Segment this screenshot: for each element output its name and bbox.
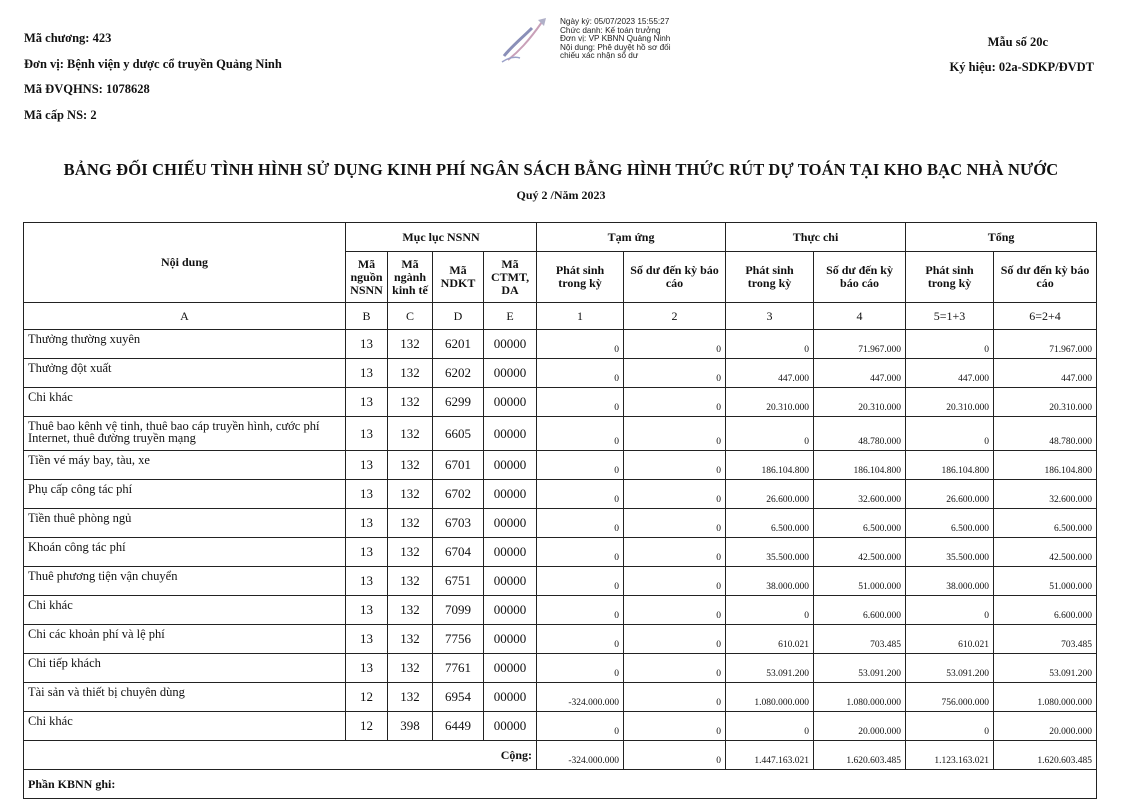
row-ma-nganh: 132 xyxy=(388,509,433,538)
row-value-c5: 0 xyxy=(906,596,994,625)
table-row xyxy=(24,509,1097,538)
row-value-c6: 6.600.000 xyxy=(994,596,1097,625)
row-ma-nguon: 13 xyxy=(346,654,388,683)
reconciliation-table xyxy=(23,222,1097,799)
total-row xyxy=(24,741,1097,770)
row-value-c5: 38.000.000 xyxy=(906,567,994,596)
header-ma-ndkt: Mã NDKT xyxy=(433,252,484,303)
signature-line: Nội dung: Phê duyệt hồ sơ đối xyxy=(560,42,671,52)
row-value-c2: 0 xyxy=(624,654,726,683)
column-code: 2 xyxy=(624,303,726,330)
row-ma-nguon: 13 xyxy=(346,509,388,538)
header-tong: Tổng xyxy=(906,223,1097,252)
ma-cap-ns: Mã cấp NS: 2 xyxy=(24,107,97,122)
row-value-c4: 703.485 xyxy=(814,625,906,654)
don-vi: Đơn vị: Bệnh viện y dược cổ truyền Quảng Ninh xyxy=(24,56,282,71)
row-value-c3: 0 xyxy=(726,417,814,451)
row-value-c5: 20.310.000 xyxy=(906,388,994,417)
header-noi-dung: Nội dung xyxy=(24,223,346,303)
row-ma-ndkt: 6701 xyxy=(433,451,484,480)
row-value-c6: 20.310.000 xyxy=(994,388,1097,417)
row-value-c6: 703.485 xyxy=(994,625,1097,654)
row-value-c1: 0 xyxy=(537,596,624,625)
row-ma-nganh: 132 xyxy=(388,359,433,388)
row-ma-nguon: 13 xyxy=(346,388,388,417)
digital-signature xyxy=(498,16,738,68)
signature-pen-icon xyxy=(498,16,554,68)
row-value-c6: 42.500.000 xyxy=(994,538,1097,567)
row-ma-nguon: 13 xyxy=(346,359,388,388)
row-value-c1: 0 xyxy=(537,330,624,359)
column-code: 3 xyxy=(726,303,814,330)
row-ma-ndkt: 7099 xyxy=(433,596,484,625)
row-ma-nguon: 12 xyxy=(346,683,388,712)
row-value-c5: 26.600.000 xyxy=(906,480,994,509)
row-value-c3: 38.000.000 xyxy=(726,567,814,596)
header-tong-phat-sinh: Phát sinh trong kỳ xyxy=(906,252,994,303)
row-value-c1: -324.000.000 xyxy=(537,683,624,712)
row-value-c1: 0 xyxy=(537,480,624,509)
row-value-c6: 51.000.000 xyxy=(994,567,1097,596)
row-value-c6: 6.500.000 xyxy=(994,509,1097,538)
row-value-c4: 447.000 xyxy=(814,359,906,388)
row-ma-nguon: 13 xyxy=(346,596,388,625)
row-ma-ctmt: 00000 xyxy=(484,359,537,388)
row-ma-ndkt: 6449 xyxy=(433,712,484,741)
row-ma-ndkt: 7756 xyxy=(433,625,484,654)
row-value-c6: 32.600.000 xyxy=(994,480,1097,509)
header-thuc-chi: Thực chi xyxy=(726,223,906,252)
row-value-c2: 0 xyxy=(624,417,726,451)
row-noi-dung: Thuê bao kênh vệ tinh, thuê bao cáp truyền hình, cước phí Internet, thuê đường truyền mạng xyxy=(24,417,346,451)
mau-so: Mẫu số 20c xyxy=(987,35,1048,49)
header-thuc-chi-phat-sinh: Phát sinh trong kỳ xyxy=(726,252,814,303)
row-value-c5: 6.500.000 xyxy=(906,509,994,538)
row-ma-ctmt: 00000 xyxy=(484,388,537,417)
column-code: 5=1+3 xyxy=(906,303,994,330)
table-body xyxy=(24,330,1097,799)
row-value-c4: 53.091.200 xyxy=(814,654,906,683)
row-value-c4: 42.500.000 xyxy=(814,538,906,567)
header-right xyxy=(950,30,1094,80)
signature-line: Ngày ký: 05/07/2023 15:55:27 xyxy=(560,17,670,26)
row-value-c4: 71.967.000 xyxy=(814,330,906,359)
row-noi-dung: Chi khác xyxy=(24,712,346,741)
column-code: 4 xyxy=(814,303,906,330)
table-row xyxy=(24,480,1097,509)
row-ma-nganh: 132 xyxy=(388,417,433,451)
row-value-c5: 447.000 xyxy=(906,359,994,388)
row-ma-ndkt: 6704 xyxy=(433,538,484,567)
row-ma-ctmt: 00000 xyxy=(484,480,537,509)
row-ma-nganh: 132 xyxy=(388,538,433,567)
row-ma-nganh: 132 xyxy=(388,683,433,712)
header-thuc-chi-so-du: Số dư đến kỳ báo cáo xyxy=(814,252,906,303)
row-value-c3: 610.021 xyxy=(726,625,814,654)
table-row xyxy=(24,388,1097,417)
row-value-c5: 0 xyxy=(906,330,994,359)
header-ma-nguon: Mã nguồn NSNN xyxy=(346,252,388,303)
row-ma-ndkt: 6751 xyxy=(433,567,484,596)
row-value-c6: 20.000.000 xyxy=(994,712,1097,741)
total-value-c1: -324.000.000 xyxy=(537,741,624,770)
row-ma-nguon: 13 xyxy=(346,417,388,451)
row-noi-dung: Thưởng thường xuyên xyxy=(24,330,346,359)
row-ma-ndkt: 6605 xyxy=(433,417,484,451)
row-noi-dung: Chi khác xyxy=(24,596,346,625)
row-value-c1: 0 xyxy=(537,567,624,596)
column-code: C xyxy=(388,303,433,330)
row-value-c4: 6.500.000 xyxy=(814,509,906,538)
row-value-c5: 610.021 xyxy=(906,625,994,654)
row-ma-nguon: 12 xyxy=(346,712,388,741)
row-value-c6: 1.080.000.000 xyxy=(994,683,1097,712)
table-row xyxy=(24,417,1097,451)
row-noi-dung: Tiền thuê phòng ngủ xyxy=(24,509,346,538)
row-value-c2: 0 xyxy=(624,388,726,417)
row-value-c1: 0 xyxy=(537,654,624,683)
total-label: Cộng: xyxy=(24,741,537,770)
table-row xyxy=(24,596,1097,625)
row-value-c1: 0 xyxy=(537,538,624,567)
row-ma-ndkt: 6703 xyxy=(433,509,484,538)
row-ma-ctmt: 00000 xyxy=(484,567,537,596)
row-ma-nguon: 13 xyxy=(346,480,388,509)
ky-hieu: Ký hiệu: 02a-SDKP/ĐVDT xyxy=(949,60,1094,74)
row-value-c2: 0 xyxy=(624,625,726,654)
row-noi-dung: Chi tiếp khách xyxy=(24,654,346,683)
row-ma-nguon: 13 xyxy=(346,330,388,359)
row-value-c1: 0 xyxy=(537,359,624,388)
row-value-c2: 0 xyxy=(624,509,726,538)
column-code: B xyxy=(346,303,388,330)
ma-chuong: Mã chương: 423 xyxy=(24,31,112,45)
header-ma-ctmt: Mã CTMT, DA xyxy=(484,252,537,303)
row-value-c3: 1.080.000.000 xyxy=(726,683,814,712)
header-tam-ung-so-du: Số dư đến kỳ báo cáo xyxy=(624,252,726,303)
table-row xyxy=(24,712,1097,741)
signature-line: chiếu xác nhận số dư xyxy=(560,51,639,61)
row-value-c1: 0 xyxy=(537,388,624,417)
row-ma-ctmt: 00000 xyxy=(484,596,537,625)
row-value-c5: 756.000.000 xyxy=(906,683,994,712)
column-code: E xyxy=(484,303,537,330)
row-noi-dung: Chi các khoản phí và lệ phí xyxy=(24,625,346,654)
row-value-c3: 35.500.000 xyxy=(726,538,814,567)
row-value-c3: 20.310.000 xyxy=(726,388,814,417)
row-ma-nganh: 132 xyxy=(388,625,433,654)
row-value-c3: 53.091.200 xyxy=(726,654,814,683)
row-value-c2: 0 xyxy=(624,538,726,567)
row-noi-dung: Thưởng đột xuất xyxy=(24,359,346,388)
kbnn-label: Phần KBNN ghi: xyxy=(24,770,1097,799)
total-value-c5: 1.123.163.021 xyxy=(906,741,994,770)
row-ma-nganh: 132 xyxy=(388,330,433,359)
row-ma-ctmt: 00000 xyxy=(484,451,537,480)
row-value-c6: 186.104.800 xyxy=(994,451,1097,480)
row-ma-ndkt: 6702 xyxy=(433,480,484,509)
row-value-c3: 447.000 xyxy=(726,359,814,388)
column-code: 6=2+4 xyxy=(994,303,1097,330)
row-value-c3: 0 xyxy=(726,712,814,741)
total-value-c2: 0 xyxy=(624,741,726,770)
table-row xyxy=(24,359,1097,388)
row-noi-dung: Khoán công tác phí xyxy=(24,538,346,567)
row-value-c2: 0 xyxy=(624,567,726,596)
row-ma-ndkt: 6201 xyxy=(433,330,484,359)
row-ma-nganh: 132 xyxy=(388,596,433,625)
row-value-c4: 186.104.800 xyxy=(814,451,906,480)
header-ma-nganh: Mã ngành kinh tế xyxy=(388,252,433,303)
row-value-c1: 0 xyxy=(537,509,624,538)
row-value-c4: 32.600.000 xyxy=(814,480,906,509)
row-value-c3: 186.104.800 xyxy=(726,451,814,480)
row-value-c1: 0 xyxy=(537,712,624,741)
row-ma-nguon: 13 xyxy=(346,451,388,480)
row-value-c2: 0 xyxy=(624,330,726,359)
row-ma-ndkt: 6954 xyxy=(433,683,484,712)
row-ma-ctmt: 00000 xyxy=(484,712,537,741)
row-value-c2: 0 xyxy=(624,712,726,741)
kbnn-row xyxy=(24,770,1097,799)
row-value-c6: 48.780.000 xyxy=(994,417,1097,451)
row-ma-ndkt: 7761 xyxy=(433,654,484,683)
document-subtitle: Quý 2 /Năm 2023 xyxy=(516,188,606,202)
ma-dvqhns: Mã ĐVQHNS: 1078628 xyxy=(24,82,150,96)
row-value-c2: 0 xyxy=(624,596,726,625)
row-ma-nguon: 13 xyxy=(346,625,388,654)
row-ma-ndkt: 6299 xyxy=(433,388,484,417)
row-ma-nganh: 132 xyxy=(388,567,433,596)
column-code-row xyxy=(24,303,1097,330)
row-noi-dung: Tiền vé máy bay, tàu, xe xyxy=(24,451,346,480)
header-tam-ung: Tạm ứng xyxy=(537,223,726,252)
row-noi-dung: Thuê phương tiện vận chuyển xyxy=(24,567,346,596)
row-ma-ctmt: 00000 xyxy=(484,538,537,567)
column-code: A xyxy=(24,303,346,330)
row-value-c6: 53.091.200 xyxy=(994,654,1097,683)
row-ma-nguon: 13 xyxy=(346,567,388,596)
row-value-c3: 26.600.000 xyxy=(726,480,814,509)
table-row xyxy=(24,330,1097,359)
row-ma-nganh: 132 xyxy=(388,451,433,480)
row-value-c6: 71.967.000 xyxy=(994,330,1097,359)
row-value-c4: 20.310.000 xyxy=(814,388,906,417)
total-value-c4: 1.620.603.485 xyxy=(814,741,906,770)
row-value-c4: 20.000.000 xyxy=(814,712,906,741)
total-value-c3: 1.447.163.021 xyxy=(726,741,814,770)
row-ma-ctmt: 00000 xyxy=(484,654,537,683)
row-value-c3: 0 xyxy=(726,330,814,359)
table-row xyxy=(24,654,1097,683)
row-value-c1: 0 xyxy=(537,417,624,451)
row-value-c3: 6.500.000 xyxy=(726,509,814,538)
row-ma-nganh: 398 xyxy=(388,712,433,741)
document-title: BẢNG ĐỐI CHIẾU TÌNH HÌNH SỬ DỤNG KINH PHÍ NGÂN SÁCH BẰNG HÌNH THỨC RÚT DỰ TOÁN TẠI KHO BẠC NHÀ NƯỚC xyxy=(63,160,1059,179)
row-value-c5: 35.500.000 xyxy=(906,538,994,567)
row-ma-ctmt: 00000 xyxy=(484,509,537,538)
row-value-c5: 186.104.800 xyxy=(906,451,994,480)
row-ma-nganh: 132 xyxy=(388,480,433,509)
row-ma-nganh: 132 xyxy=(388,388,433,417)
row-value-c1: 0 xyxy=(537,451,624,480)
table-row xyxy=(24,567,1097,596)
row-ma-ndkt: 6202 xyxy=(433,359,484,388)
table-row xyxy=(24,625,1097,654)
row-ma-ctmt: 00000 xyxy=(484,417,537,451)
row-ma-nganh: 132 xyxy=(388,654,433,683)
row-value-c2: 0 xyxy=(624,683,726,712)
signature-text xyxy=(560,18,671,61)
row-value-c2: 0 xyxy=(624,451,726,480)
row-value-c1: 0 xyxy=(537,625,624,654)
row-value-c5: 0 xyxy=(906,712,994,741)
row-ma-ctmt: 00000 xyxy=(484,683,537,712)
row-value-c4: 51.000.000 xyxy=(814,567,906,596)
row-value-c6: 447.000 xyxy=(994,359,1097,388)
row-value-c5: 53.091.200 xyxy=(906,654,994,683)
row-ma-ctmt: 00000 xyxy=(484,330,537,359)
row-noi-dung: Tài sản và thiết bị chuyên dùng xyxy=(24,683,346,712)
row-noi-dung: Phụ cấp công tác phí xyxy=(24,480,346,509)
column-code: D xyxy=(433,303,484,330)
row-value-c4: 6.600.000 xyxy=(814,596,906,625)
row-value-c5: 0 xyxy=(906,417,994,451)
signature-line: Đơn vị: VP KBNN Quảng Ninh xyxy=(560,34,671,44)
row-value-c2: 0 xyxy=(624,359,726,388)
row-ma-ctmt: 00000 xyxy=(484,625,537,654)
header-left xyxy=(24,26,282,128)
signature-line: Chức danh: Kế toán trưởng xyxy=(560,25,661,35)
row-noi-dung: Chi khác xyxy=(24,388,346,417)
row-value-c3: 0 xyxy=(726,596,814,625)
column-code: 1 xyxy=(537,303,624,330)
table-row xyxy=(24,451,1097,480)
row-value-c4: 48.780.000 xyxy=(814,417,906,451)
total-value-c6: 1.620.603.485 xyxy=(994,741,1097,770)
header-tong-so-du: Số dư đến kỳ báo cáo xyxy=(994,252,1097,303)
row-value-c4: 1.080.000.000 xyxy=(814,683,906,712)
table-row xyxy=(24,683,1097,712)
row-ma-nguon: 13 xyxy=(346,538,388,567)
row-value-c2: 0 xyxy=(624,480,726,509)
table-row xyxy=(24,538,1097,567)
header-muc-luc: Mục lục NSNN xyxy=(346,223,537,252)
header-tam-ung-phat-sinh: Phát sinh trong kỳ xyxy=(537,252,624,303)
